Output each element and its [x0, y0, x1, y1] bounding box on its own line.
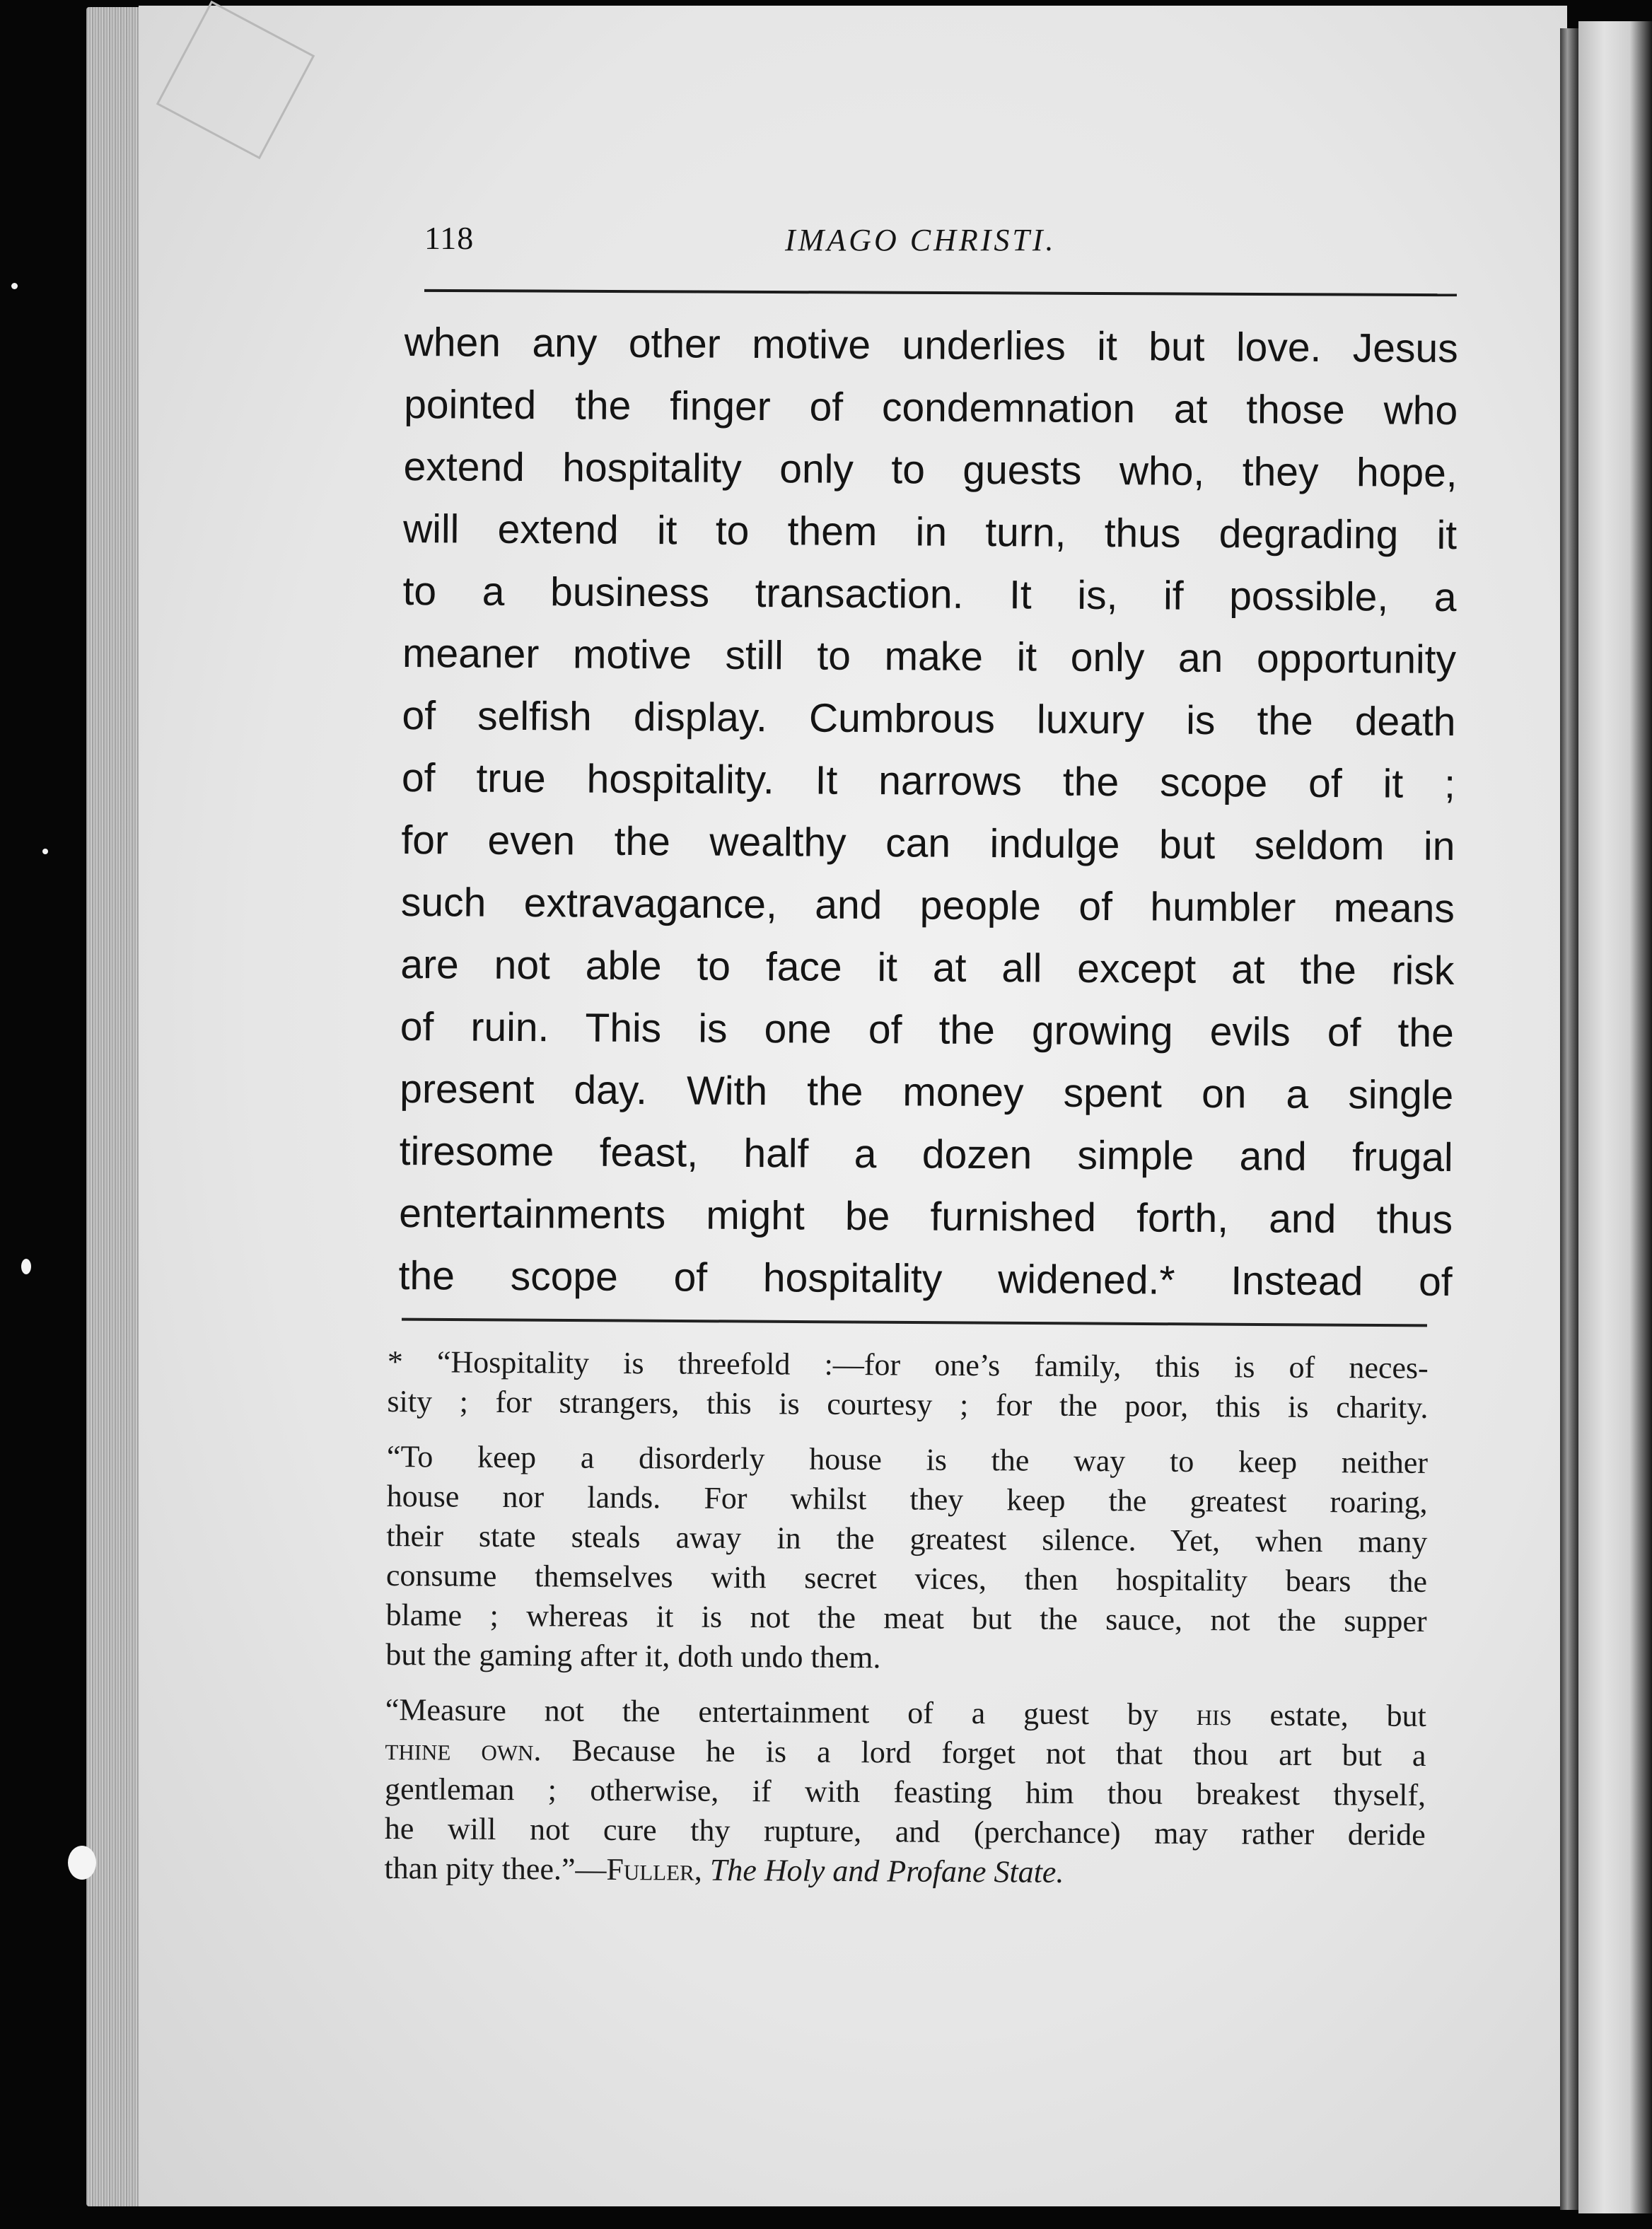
footnote-line: house nor lands. For whilst they keep the greatest roaring,: [386, 1478, 1428, 1520]
body-line: pointed the finger of condemnation at those who: [403, 381, 1458, 434]
facing-page-edge: [1578, 21, 1652, 2213]
footnote-line: [385, 1690, 1426, 1736]
body-line: meaner motive still to make it only an opportunity: [402, 630, 1457, 683]
dust-speck: [11, 283, 18, 289]
footnote-line: sity ; for strangers, this is courtesy ; for the poor, this is charity.: [387, 1383, 1429, 1425]
footnotes: [384, 1342, 1429, 1895]
footnote-line: * “Hospitality is threefold :—for one’s family, this is of neces-: [387, 1344, 1429, 1385]
book-title: The Holy and Profane State.: [709, 1852, 1064, 1890]
body-line: of true hospitality. It narrows the scope of it ;: [401, 755, 1456, 808]
footnote-line: blame ; whereas it is not the meat but the sauce, not the supper: [385, 1597, 1427, 1639]
footnote-line: their state steals away in the greatest silence. Yet, when many: [386, 1518, 1428, 1559]
body-line: will extend it to them in turn, thus degrading it: [402, 506, 1458, 559]
small-caps-text: thine own.: [385, 1731, 542, 1768]
body-line: when any other motive underlies it but love. Jesus: [404, 319, 1458, 372]
body-line: the scope of hospitality widened.* Instead of: [398, 1252, 1453, 1305]
dust-speck: [42, 849, 48, 854]
body-line: extend hospitality only to guests who, they hope,: [403, 443, 1458, 496]
footnote-line: [385, 1730, 1426, 1776]
body-line: entertainments might be furnished forth, and thus: [399, 1190, 1453, 1243]
quote-text: Because he is a lord forget not that thou art but a: [571, 1733, 1426, 1773]
footnote-line: he will not cure thy rupture, and (perchance) may rather deride: [384, 1810, 1426, 1852]
body-line: such extravagance, and people of humbler means: [400, 879, 1455, 932]
small-caps-text: his: [1196, 1697, 1232, 1733]
body-line: for even the wealthy can indulge but seldom in: [401, 817, 1455, 870]
body-line: tiresome feast, half a dozen simple and frugal: [399, 1128, 1453, 1181]
footnote-line: gentleman ; otherwise, if with feasting him thou breakest thyself,: [384, 1771, 1426, 1812]
footnote-line: “To keep a disorderly house is the way to keep neither: [386, 1438, 1429, 1480]
body-line: to a business transaction. It is, if possible, a: [402, 568, 1457, 621]
quote-text: “Measure not the entertainment of a guest by: [385, 1692, 1159, 1732]
quote-text: than pity thee.”—: [384, 1850, 607, 1887]
footnote-line: consume themselves with secret vices, then hospitality bears the: [385, 1557, 1428, 1599]
body-line: are not able to face it at all except at the risk: [400, 941, 1455, 994]
body-line: present day. With the money spent on a single: [400, 1066, 1454, 1119]
page-edges: [86, 7, 143, 2206]
dust-speck: [21, 1259, 31, 1274]
page-header: [424, 219, 1457, 269]
running-title: IMAGO CHRISTI.: [785, 223, 1057, 257]
quote-text: estate, but: [1269, 1697, 1426, 1733]
dust-speck: [68, 1846, 96, 1880]
body-line: of selfish display. Cumbrous luxury is the death: [402, 692, 1456, 745]
footnote-line: but the gaming after it, doth undo them.: [385, 1636, 881, 1675]
footnote-line: [384, 1849, 1425, 1895]
body-text: [398, 311, 1458, 1313]
book-gutter: [1560, 28, 1578, 2210]
page-number: 118: [424, 220, 475, 256]
body-line: of ruin. This is one of the growing evils of the: [400, 1003, 1454, 1057]
author-name: Fuller,: [606, 1851, 702, 1887]
